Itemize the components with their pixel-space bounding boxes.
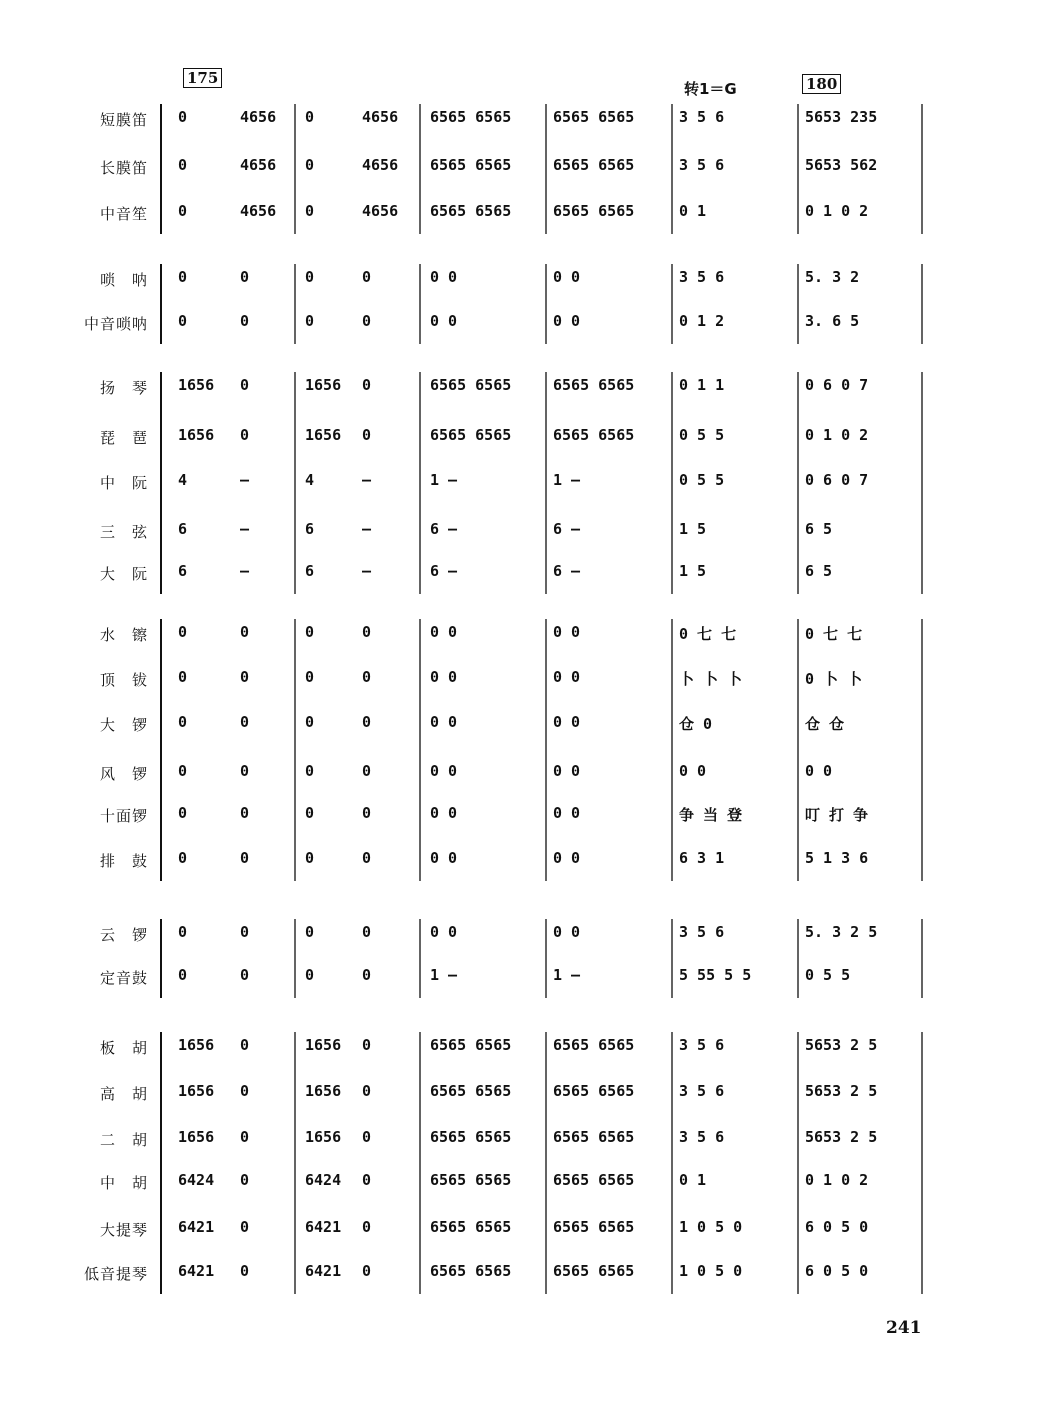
notation-cell: 1 0 5 0: [679, 1218, 743, 1236]
notation-cell: 6565 6565: [553, 1128, 635, 1146]
notation-cell: 0 卜 卜: [805, 670, 863, 688]
notation-cell: 0 5 5: [679, 426, 725, 444]
notation-cell: 仓 0: [679, 715, 713, 733]
notation-cell: 4656: [240, 156, 277, 174]
notation-cell: 3 5 6: [679, 1036, 725, 1054]
notation-cell: 6565 6565: [430, 376, 512, 394]
instrument-label: 中音笙: [99, 205, 148, 223]
notation-cell: 0: [240, 1218, 250, 1236]
page-number: 241: [886, 1318, 922, 1338]
notation-cell: 5653 2 5: [805, 1082, 878, 1100]
notation-cell: 0 1 0 2: [805, 426, 869, 444]
notation-cell: 0: [362, 923, 372, 941]
instrument-label: 定音鼓: [99, 969, 148, 987]
notation-cell: 0: [178, 849, 188, 867]
notation-cell: 0: [362, 804, 372, 822]
instrument-label: 短膜笛: [99, 111, 148, 129]
notation-cell: 6565 6565: [553, 108, 635, 126]
notation-cell: 0: [178, 156, 188, 174]
notation-cell: 6421: [178, 1262, 215, 1280]
notation-cell: 4656: [362, 156, 399, 174]
notation-cell: 0: [178, 623, 188, 641]
notation-cell: 4656: [362, 202, 399, 220]
notation-cell: 0: [362, 312, 372, 330]
notation-cell: 0: [362, 1171, 372, 1189]
notation-cell: 6565 6565: [430, 1262, 512, 1280]
notation-cell: 0 0: [430, 713, 458, 731]
notation-cell: 3 5 6: [679, 1128, 725, 1146]
notation-cell: 0: [240, 376, 250, 394]
notation-cell: 0 5 5: [805, 966, 851, 984]
notation-cell: 4: [305, 471, 315, 489]
notation-cell: 6 0 5 0: [805, 1218, 869, 1236]
notation-cell: 1656: [178, 1128, 215, 1146]
notation-cell: 0: [240, 623, 250, 641]
notation-cell: 0: [178, 668, 188, 686]
notation-cell: 0 0: [430, 312, 458, 330]
notation-cell: 0: [178, 966, 188, 984]
notation-cell: 0: [178, 923, 188, 941]
notation-cell: 6565 6565: [430, 1218, 512, 1236]
instrument-label: 长膜笛: [99, 159, 148, 177]
measure-number-box-2: 180: [802, 74, 841, 94]
measure-number-box: 175: [183, 68, 222, 88]
notation-cell: 1656: [305, 1036, 342, 1054]
instrument-label: 风 锣: [99, 765, 148, 783]
notation-cell: 0 1 0 2: [805, 202, 869, 220]
instrument-label: 板 胡: [99, 1039, 148, 1057]
notation-cell: 0 0: [805, 762, 833, 780]
notation-cell: 0: [240, 1082, 250, 1100]
notation-cell: 0 0: [553, 762, 581, 780]
notation-cell: 3 5 6: [679, 108, 725, 126]
notation-cell: 4656: [362, 108, 399, 126]
notation-cell: 3 5 6: [679, 156, 725, 174]
instrument-label: 扬 琴: [99, 379, 148, 397]
notation-cell: 6565 6565: [553, 1218, 635, 1236]
group-bracket: [160, 372, 162, 594]
notation-cell: 5653 2 5: [805, 1128, 878, 1146]
notation-cell: 0: [362, 1082, 372, 1100]
notation-cell: 4: [178, 471, 188, 489]
notation-cell: 0: [178, 108, 188, 126]
notation-cell: 0 0: [553, 668, 581, 686]
notation-cell: 6565 6565: [430, 1128, 512, 1146]
notation-cell: 6: [305, 562, 315, 580]
notation-cell: 3 5 6: [679, 1082, 725, 1100]
notation-cell: 6565 6565: [553, 156, 635, 174]
notation-cell: 0 1 0 2: [805, 1171, 869, 1189]
notation-cell: 卜 卜 卜: [679, 670, 743, 688]
notation-cell: 1656: [178, 376, 215, 394]
notation-cell: 0: [362, 849, 372, 867]
notation-cell: 0: [362, 623, 372, 641]
instrument-label: 大 锣: [99, 716, 148, 734]
notation-cell: 0: [362, 376, 372, 394]
notation-cell: 0 0: [553, 923, 581, 941]
instrument-label: 中音唢呐: [84, 315, 149, 333]
instrument-label: 顶 钹: [99, 671, 148, 689]
notation-cell: 0: [305, 713, 315, 731]
instrument-label: 十面锣: [99, 807, 148, 825]
notation-cell: 0: [240, 849, 250, 867]
notation-cell: 3 5 6: [679, 923, 725, 941]
notation-cell: 0: [240, 1262, 250, 1280]
notation-cell: 0: [305, 923, 315, 941]
notation-cell: 0: [305, 108, 315, 126]
instrument-label: 大提琴: [99, 1221, 148, 1239]
notation-cell: 1 –: [430, 471, 458, 489]
notation-cell: 1 5: [679, 520, 707, 538]
notation-cell: 0 1 1: [679, 376, 725, 394]
notation-cell: 6 5: [805, 562, 833, 580]
instrument-label: 高 胡: [99, 1085, 148, 1103]
notation-cell: 5. 3 2 5: [805, 923, 878, 941]
notation-cell: 0: [305, 804, 315, 822]
notation-cell: 0 0: [430, 849, 458, 867]
instrument-label: 排 鼓: [99, 852, 148, 870]
notation-cell: 0 0: [430, 268, 458, 286]
notation-cell: 0: [362, 426, 372, 444]
notation-cell: 5653 235: [805, 108, 878, 126]
notation-cell: 6565 6565: [553, 1036, 635, 1054]
notation-cell: 0: [305, 849, 315, 867]
instrument-label: 低音提琴: [84, 1265, 149, 1283]
notation-cell: 6 –: [553, 520, 581, 538]
notation-cell: 0 0: [430, 804, 458, 822]
instrument-label: 唢 呐: [99, 271, 148, 289]
notation-cell: 0 6 0 7: [805, 376, 869, 394]
notation-cell: –: [362, 471, 372, 489]
notation-cell: 6 –: [430, 562, 458, 580]
notation-cell: 0: [305, 762, 315, 780]
notation-cell: 6 –: [430, 520, 458, 538]
notation-cell: 0 0: [553, 804, 581, 822]
notation-cell: 0: [178, 312, 188, 330]
notation-cell: 6565 6565: [553, 202, 635, 220]
notation-cell: 6421: [305, 1218, 342, 1236]
notation-cell: 0: [305, 156, 315, 174]
notation-cell: 1 –: [553, 471, 581, 489]
notation-cell: 0: [178, 202, 188, 220]
notation-cell: 0: [240, 668, 250, 686]
notation-cell: 0: [305, 312, 315, 330]
notation-cell: 4656: [240, 108, 277, 126]
notation-cell: 仓 仓: [805, 715, 845, 733]
notation-cell: 0: [362, 1262, 372, 1280]
instrument-label: 中 阮: [99, 474, 148, 492]
notation-cell: 0 0: [430, 623, 458, 641]
notation-cell: 1 –: [430, 966, 458, 984]
instrument-label: 中 胡: [99, 1174, 148, 1192]
notation-cell: 6421: [178, 1218, 215, 1236]
notation-cell: 0 0: [553, 713, 581, 731]
notation-cell: –: [240, 520, 250, 538]
notation-cell: 6 –: [553, 562, 581, 580]
notation-cell: –: [362, 520, 372, 538]
notation-cell: 0 七 七: [679, 625, 737, 643]
notation-cell: 0 0: [553, 268, 581, 286]
notation-cell: 6: [305, 520, 315, 538]
notation-cell: 1656: [178, 426, 215, 444]
notation-cell: 1 0 5 0: [679, 1262, 743, 1280]
notation-cell: 6565 6565: [430, 1171, 512, 1189]
notation-cell: 6 3 1: [679, 849, 725, 867]
notation-cell: 6421: [305, 1262, 342, 1280]
notation-cell: 6565 6565: [430, 1082, 512, 1100]
notation-cell: 4656: [240, 202, 277, 220]
notation-cell: 0 0: [430, 762, 458, 780]
notation-cell: 1 –: [553, 966, 581, 984]
notation-cell: 0: [305, 966, 315, 984]
notation-cell: 0: [362, 966, 372, 984]
notation-cell: 0: [305, 668, 315, 686]
notation-cell: –: [362, 562, 372, 580]
notation-cell: 6 0 5 0: [805, 1262, 869, 1280]
notation-cell: 0 6 0 7: [805, 471, 869, 489]
instrument-label: 云 锣: [99, 926, 148, 944]
notation-cell: 0 0: [553, 623, 581, 641]
notation-cell: 0: [362, 762, 372, 780]
notation-cell: 0: [240, 1036, 250, 1054]
notation-cell: 6424: [178, 1171, 215, 1189]
notation-cell: 3. 6 5: [805, 312, 860, 330]
notation-cell: 0: [362, 1128, 372, 1146]
group-bracket: [160, 104, 162, 234]
notation-cell: 1656: [178, 1082, 215, 1100]
notation-cell: 6565 6565: [553, 426, 635, 444]
instrument-label: 二 胡: [99, 1131, 148, 1149]
notation-cell: 6565 6565: [553, 1262, 635, 1280]
notation-cell: 0: [178, 268, 188, 286]
notation-cell: 5. 3 2: [805, 268, 860, 286]
notation-cell: 0: [240, 268, 250, 286]
instrument-label: 大 阮: [99, 565, 148, 583]
group-bracket: [160, 1032, 162, 1294]
notation-cell: 0: [305, 202, 315, 220]
notation-cell: 0: [240, 1171, 250, 1189]
notation-cell: 1 5: [679, 562, 707, 580]
notation-cell: 6565 6565: [430, 202, 512, 220]
notation-cell: 6 5: [805, 520, 833, 538]
notation-cell: 0: [240, 923, 250, 941]
notation-cell: 0: [362, 1218, 372, 1236]
notation-cell: 0: [178, 804, 188, 822]
notation-cell: –: [240, 562, 250, 580]
notation-cell: 0: [178, 762, 188, 780]
notation-cell: 3 5 6: [679, 268, 725, 286]
notation-cell: 1656: [178, 1036, 215, 1054]
notation-cell: 0: [240, 426, 250, 444]
notation-cell: 0 1 2: [679, 312, 725, 330]
notation-cell: 0: [305, 623, 315, 641]
notation-cell: 0 七 七: [805, 625, 863, 643]
notation-cell: 0 5 5: [679, 471, 725, 489]
notation-cell: 0 1: [679, 1171, 707, 1189]
notation-cell: –: [240, 471, 250, 489]
notation-cell: 0 1: [679, 202, 707, 220]
notation-cell: 1656: [305, 1082, 342, 1100]
notation-cell: 0 0: [430, 668, 458, 686]
notation-cell: 6: [178, 520, 188, 538]
notation-cell: 6565 6565: [430, 426, 512, 444]
notation-cell: 0: [362, 268, 372, 286]
notation-cell: 6: [178, 562, 188, 580]
group-bracket: [160, 919, 162, 998]
notation-cell: 0 0: [553, 849, 581, 867]
notation-cell: 5653 2 5: [805, 1036, 878, 1054]
notation-cell: 6565 6565: [430, 156, 512, 174]
group-bracket: [160, 264, 162, 344]
notation-cell: 0: [240, 762, 250, 780]
notation-cell: 0 0: [553, 312, 581, 330]
notation-cell: 0 0: [679, 762, 707, 780]
notation-cell: 0: [240, 1128, 250, 1146]
instrument-label: 三 弦: [99, 523, 148, 541]
notation-cell: 5 1 3 6: [805, 849, 869, 867]
notation-cell: 0: [240, 804, 250, 822]
notation-cell: 叮 打 争: [805, 806, 869, 824]
notation-cell: 5653 562: [805, 156, 878, 174]
notation-cell: 争 当 登: [679, 806, 743, 824]
notation-cell: 0: [362, 1036, 372, 1054]
notation-cell: 0: [305, 268, 315, 286]
notation-cell: 0 0: [430, 923, 458, 941]
notation-cell: 5 55 5 5: [679, 966, 752, 984]
notation-cell: 0: [240, 966, 250, 984]
notation-cell: 6565 6565: [553, 1171, 635, 1189]
notation-cell: 1656: [305, 1128, 342, 1146]
notation-cell: 0: [240, 713, 250, 731]
instrument-label: 水 镲: [99, 626, 148, 644]
notation-cell: 6424: [305, 1171, 342, 1189]
notation-cell: 0: [178, 713, 188, 731]
notation-cell: 0: [240, 312, 250, 330]
key-change: 转1＝G: [684, 80, 737, 98]
notation-cell: 6565 6565: [553, 376, 635, 394]
group-bracket: [160, 619, 162, 881]
notation-cell: 1656: [305, 376, 342, 394]
notation-cell: 0: [362, 713, 372, 731]
notation-cell: 6565 6565: [430, 1036, 512, 1054]
notation-cell: 0: [362, 668, 372, 686]
instrument-label: 琵 琶: [99, 429, 148, 447]
notation-cell: 6565 6565: [430, 108, 512, 126]
notation-cell: 6565 6565: [553, 1082, 635, 1100]
notation-cell: 1656: [305, 426, 342, 444]
